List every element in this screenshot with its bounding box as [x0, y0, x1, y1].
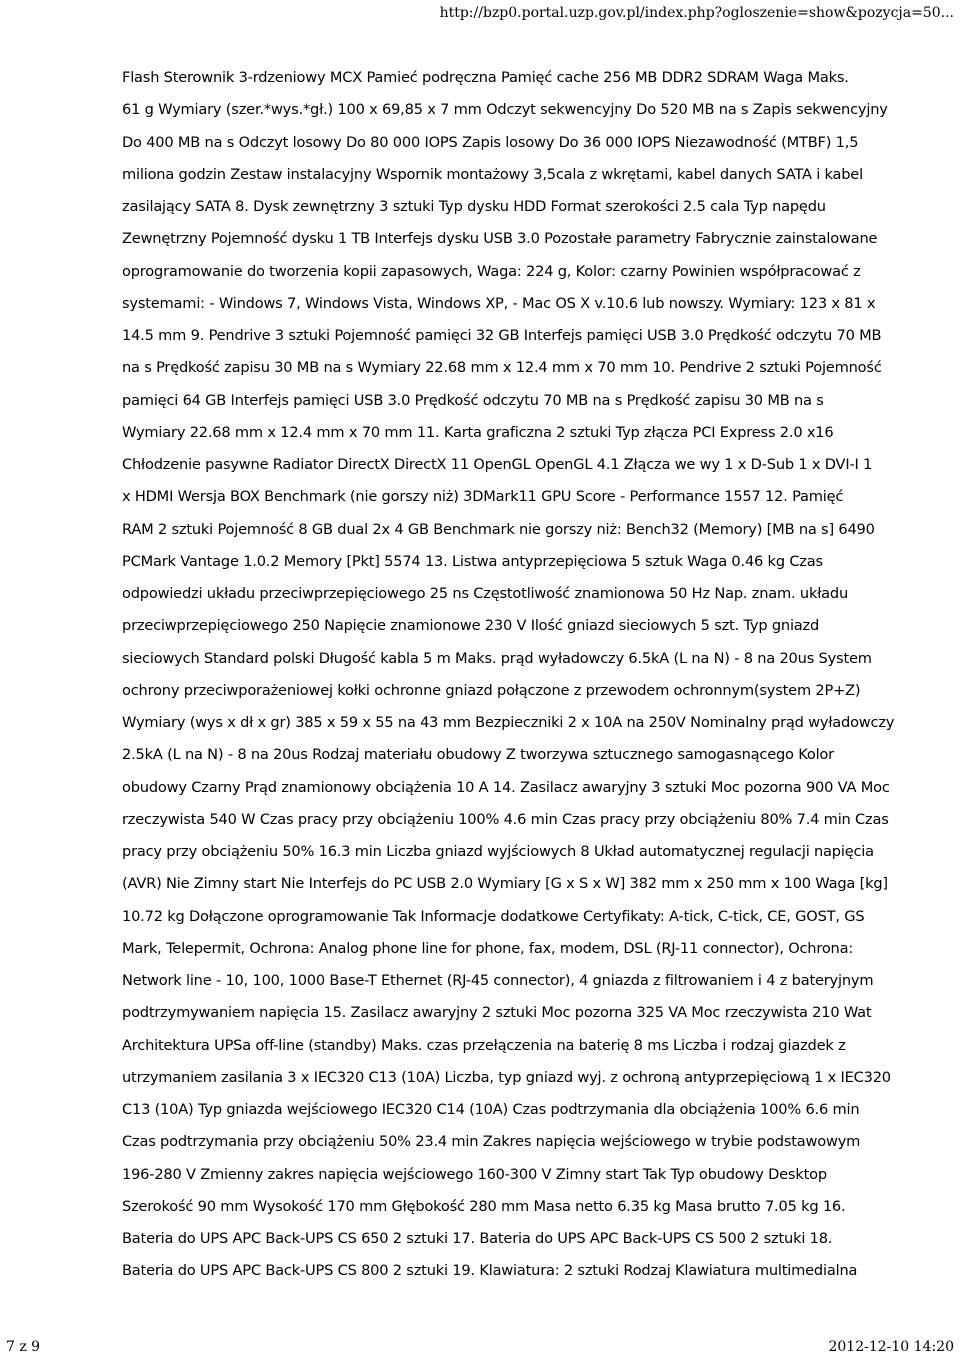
document-text-line: Bateria do UPS APC Back-UPS CS 650 2 sztuki 17. Bateria do UPS APC Back-UPS CS 500 2 sztuki 18.: [122, 1230, 833, 1247]
document-text-line: Wymiary (wys x dł x gr) 385 x 59 x 55 na 43 mm Bezpieczniki 2 x 10A na 250V Nominalny prąd wyładowczy: [122, 714, 895, 731]
document-text-line: Wymiary 22.68 mm x 12.4 mm x 70 mm 11. Karta graficzna 2 sztuki Typ złącza PCI Express 2.0 x16: [122, 423, 834, 441]
document-text-line: Chłodzenie pasywne Radiator DirectX DirectX 11 OpenGL OpenGL 4.1 Złącza we wy 1 x D-Sub 1 x DVI-I 1: [122, 456, 873, 473]
document-text-line: 61 g Wymiary (szer.*wys.*gł.) 100 x 69,85 x 7 mm Odczyt sekwencyjny Do 520 MB na s Zapis sekwencyjny: [122, 101, 888, 119]
document-text-line: Flash Sterownik 3-rdzeniowy MCX Pamieć podręczna Pamięć cache 256 MB DDR2 SDRAM Waga Maks.: [122, 69, 849, 86]
document-text-line: zasilający SATA 8. Dysk zewnętrzny 3 sztuki Typ dysku HDD Format szerokości 2.5 cala Typ napędu: [122, 198, 826, 215]
document-text-line: 196-280 V Zmienny zakres napięcia wejściowego 160-300 V Zimny start Tak Typ obudowy Desktop: [122, 1165, 827, 1183]
document-text-line: Network line - 10, 100, 1000 Base-T Ethernet (RJ-45 connector), 4 gniazda z filtrowaniem i 4 z bateryjnym: [122, 972, 874, 989]
document-text-line: oprogramowanie do tworzenia kopii zapasowych, Waga: 224 g, Kolor: czarny Powinien współpracować z: [122, 262, 861, 280]
document-text-line: podtrzymywaniem napięcia 15. Zasilacz awaryjny 2 sztuki Moc pozorna 325 VA Moc rzeczywista 210 Wat: [122, 1004, 872, 1022]
document-text-line: Architektura UPSa off-line (standby) Maks. czas przełączenia na baterię 8 ms Liczba i rodzaj giazdek z: [122, 1036, 846, 1054]
document-text-line: RAM 2 sztuki Pojemność 8 GB dual 2x 4 GB Benchmark nie gorszy niż: Bench32 (Memory) [MB na s] 6490: [122, 520, 875, 538]
page-number: 7 z 9: [6, 1339, 41, 1355]
document-text-line: pracy przy obciążeniu 50% 16.3 min Liczba gniazd wyjściowych 8 Układ automatycznej regulacji napięcia: [122, 843, 874, 860]
document-text-line: pamięci 64 GB Interfejs pamięci USB 3.0 Prędkość odczytu 70 MB na s Prędkość zapisu 30 MB na s: [122, 391, 824, 409]
document-text-line: C13 (10A) Typ gniazda wejściowego IEC320 C14 (10A) Czas podtrzymania dla obciążenia 100% 6.6 min: [122, 1101, 860, 1118]
document-text-line: sieciowych Standard polski Długość kabla 5 m Maks. prąd wyładowczy 6.5kA (L na N) - 8 na 20us System: [122, 649, 872, 667]
document-text-line: 14.5 mm 9. Pendrive 3 sztuki Pojemność pamięci 32 GB Interfejs pamięci USB 3.0 Prędkość odczytu 70 MB: [122, 327, 882, 344]
document-text-line: ochrony przeciwporażeniowej kołki ochronne gniazd połączone z przewodem ochronnym(system 2P+Z): [122, 681, 861, 699]
document-text-line: na s Prędkość zapisu 30 MB na s Wymiary 22.68 mm x 12.4 mm x 70 mm 10. Pendrive 2 sztuki Pojemność: [122, 359, 882, 377]
document-text-line: PCMark Vantage 1.0.2 Memory [Pkt] 5574 13. Listwa antyprzepięciowa 5 sztuk Waga 0.46 kg Czas: [122, 552, 823, 570]
document-text-line: Czas podtrzymania przy obciążeniu 50% 23.4 min Zakres napięcia wejściowego w trybie podstawowym: [122, 1133, 861, 1151]
document-text-line: 10.72 kg Dołączone oprogramowanie Tak Informacje dodatkowe Certyfikaty: A-tick, C-tick, CE, GOST, GS: [122, 907, 865, 925]
page-url-header: http://bzp0.portal.uzp.gov.pl/index.php?ogloszenie=show&pozycja=50...: [439, 5, 954, 21]
document-text-line: 2.5kA (L na N) - 8 na 20us Rodzaj materiału obudowy Z tworzywa sztucznego samogasnącego Kolor: [122, 746, 834, 764]
document-text-line: przeciwprzepięciowego 250 Napięcie znamionowe 230 V Ilość gniazd sieciowych 5 szt. Typ gniazd: [122, 617, 820, 635]
document-text-line: miliona godzin Zestaw instalacyjny Wspornik montażowy 3,5cala z wkrętami, kabel danych SATA i kabel: [122, 165, 863, 183]
document-text-line: systemami: - Windows 7, Windows Vista, Windows XP, - Mac OS X v.10.6 lub nowszy. Wymiary: 123 x 81 x: [122, 294, 876, 312]
document-text-line: Mark, Telepermit, Ochrona: Analog phone line for phone, fax, modem, DSL (RJ-11 connector), Ochrona:: [122, 939, 854, 957]
document-text-line: (AVR) Nie Zimny start Nie Interfejs do PC USB 2.0 Wymiary [G x S x W] 382 mm x 250 mm x 100 Waga [kg]: [122, 875, 888, 893]
document-text-line: rzeczywista 540 W Czas pracy przy obciążeniu 100% 4.6 min Czas pracy przy obciążeniu 80% 7.4 min Czas: [122, 810, 889, 828]
document-text-line: Zewnętrzny Pojemność dysku 1 TB Interfejs dysku USB 3.0 Pozostałe parametry Fabrycznie zainstalowane: [122, 230, 878, 248]
document-text-line: Do 400 MB na s Odczyt losowy Do 80 000 IOPS Zapis losowy Do 36 000 IOPS Niezawodność (MTBF) 1,5: [122, 133, 859, 151]
document-body: [122, 62, 902, 1288]
print-datetime: 2012-12-10 14:20: [828, 1339, 954, 1355]
document-text-line: obudowy Czarny Prąd znamionowy obciążenia 10 A 14. Zasilacz awaryjny 3 sztuki Moc pozorna 900 VA Moc: [122, 778, 890, 796]
document-text-line: utrzymaniem zasilania 3 x IEC320 C13 (10A) Liczba, typ gniazd wyj. z ochroną antyprzepięciową 1 x IEC320: [122, 1068, 891, 1086]
document-text-line: x HDMI Wersja BOX Benchmark (nie gorszy niż) 3DMark11 GPU Score - Performance 1557 12. Pamięć: [122, 488, 844, 506]
document-text-line: Bateria do UPS APC Back-UPS CS 800 2 sztuki 19. Klawiatura: 2 sztuki Rodzaj Klawiatura multimedialna: [122, 1262, 858, 1280]
document-text-line: odpowiedzi układu przeciwprzepięciowego 25 ns Częstotliwość znamionowa 50 Hz Nap. znam. układu: [122, 585, 849, 602]
document-text-line: Szerokość 90 mm Wysokość 170 mm Głębokość 280 mm Masa netto 6.35 kg Masa brutto 7.05 kg 16.: [122, 1197, 846, 1215]
